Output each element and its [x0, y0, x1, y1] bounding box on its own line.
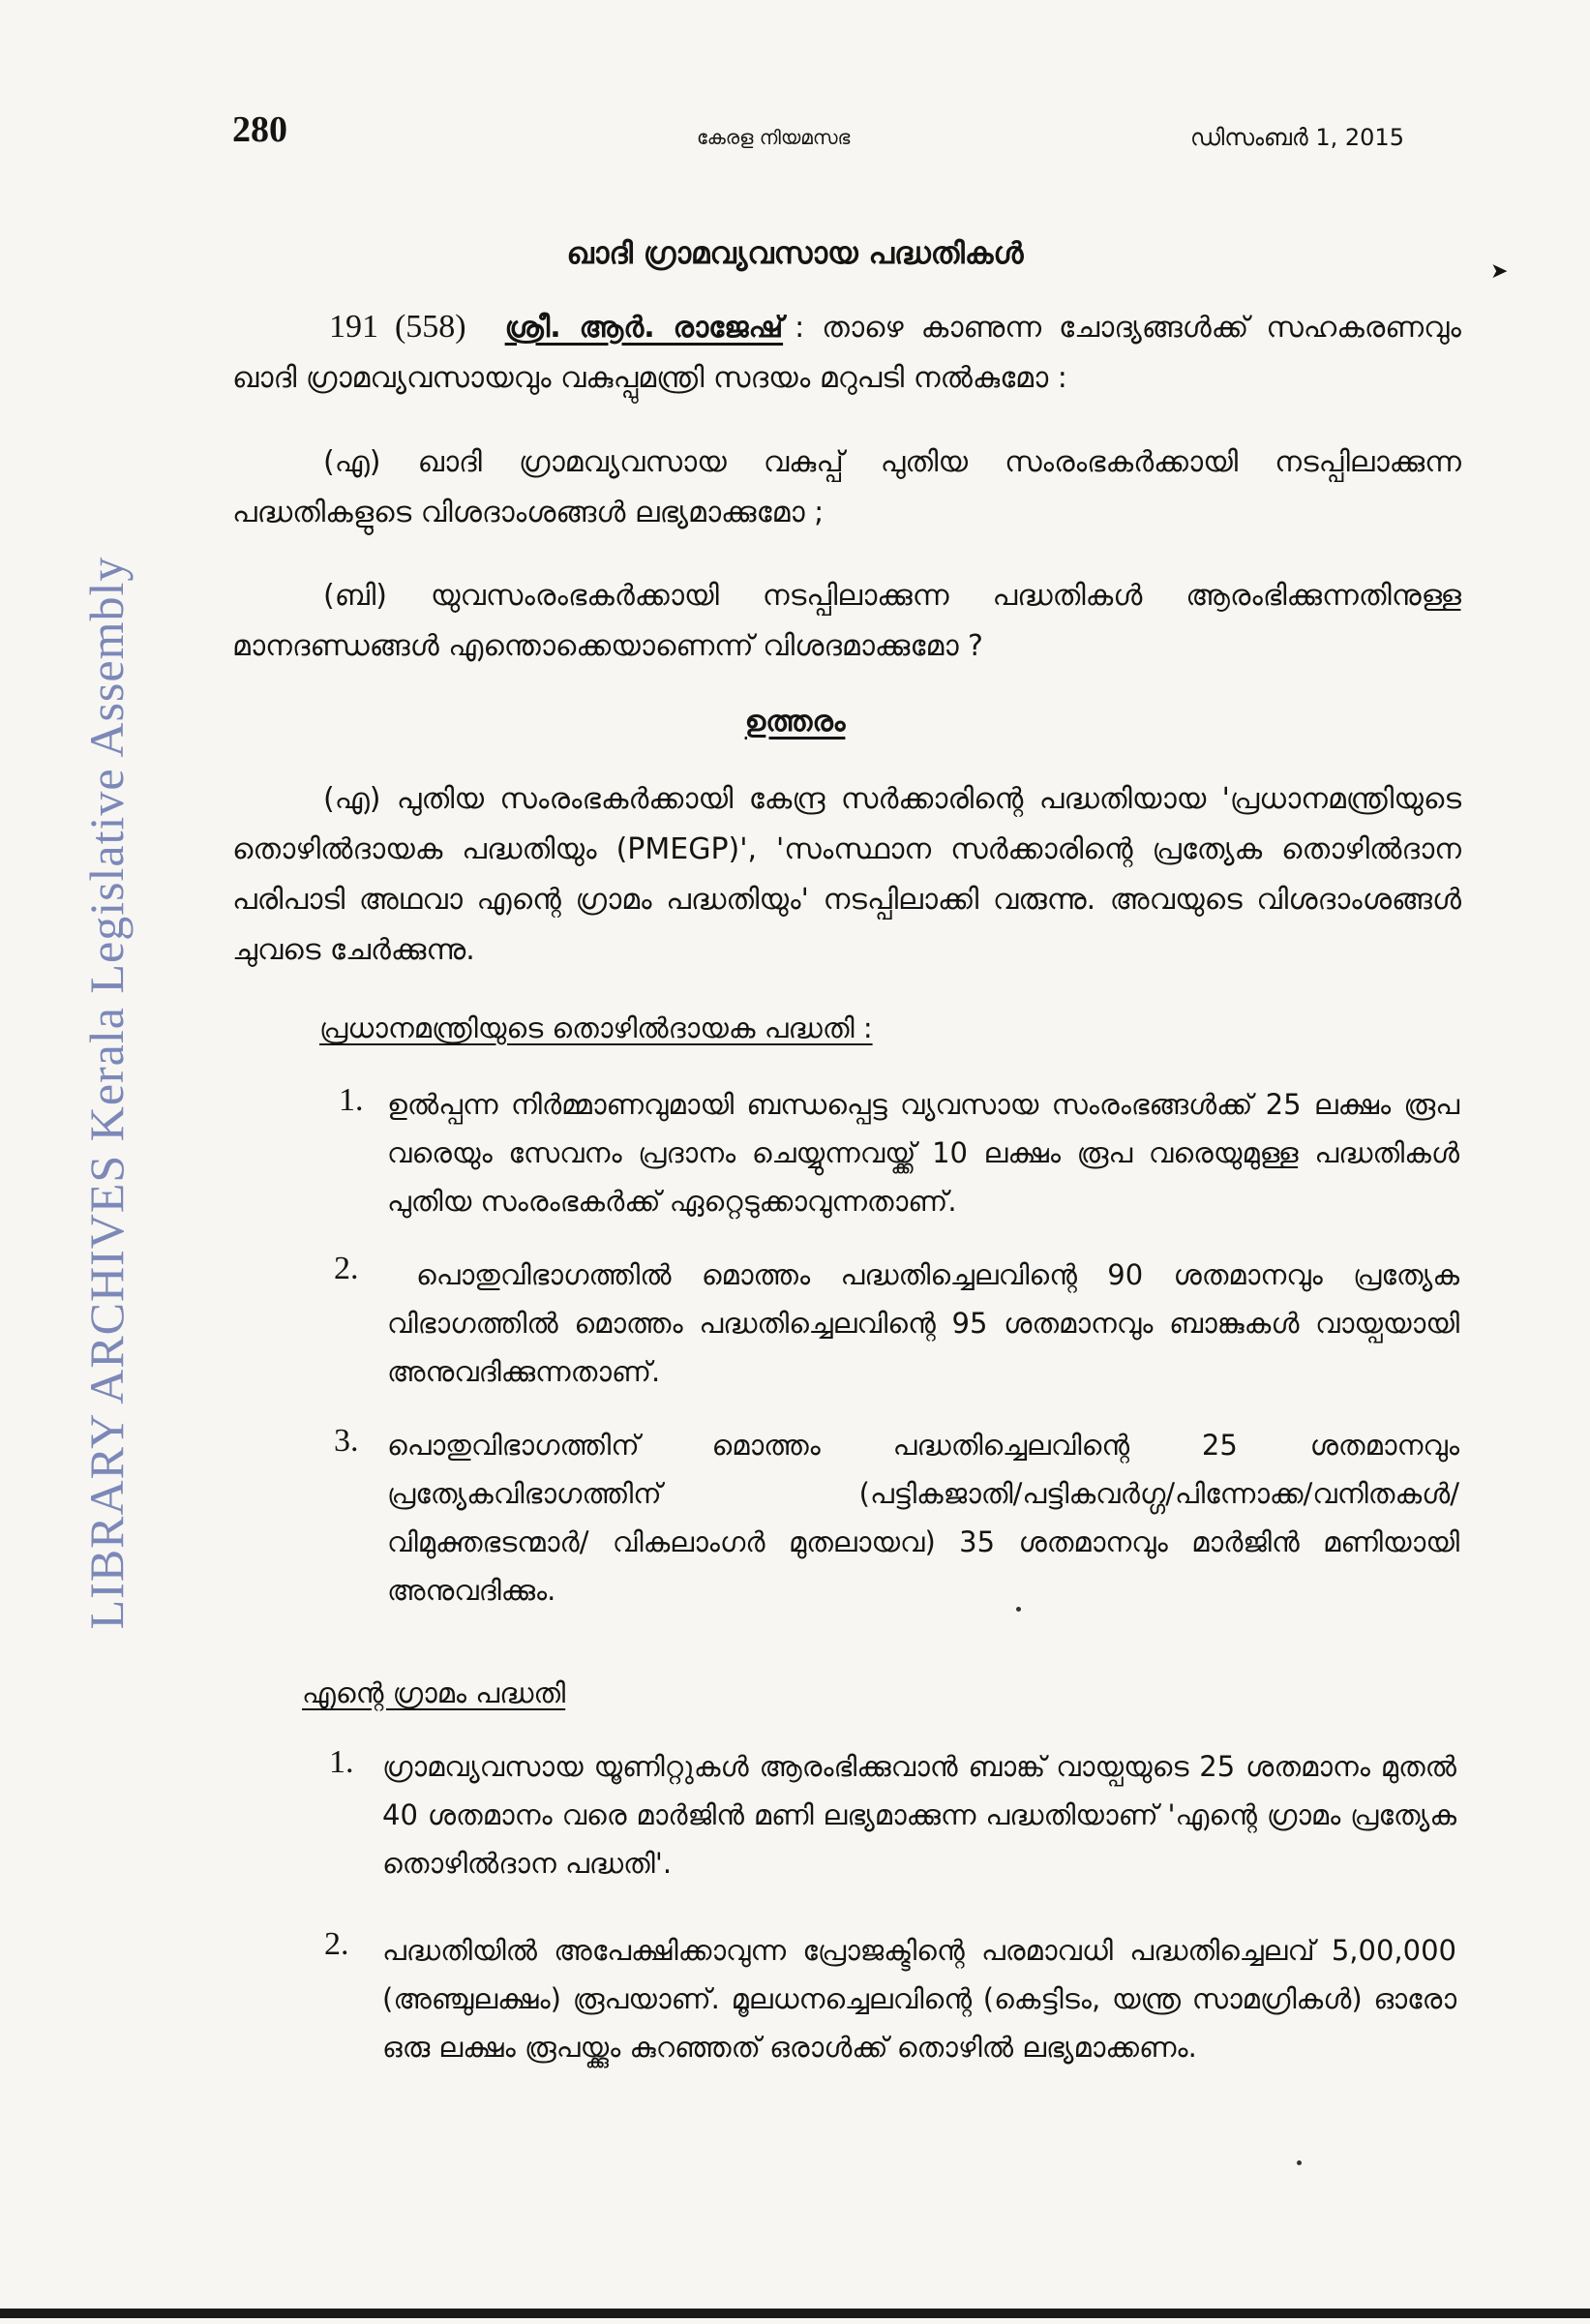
pmegp-item-2: പൊതുവിഭാഗത്തിൽ മൊത്തം പദ്ധതിച്ചെലവിന്റെ 90 ശതമാനവും പ്രത്യേക വിഭാഗത്തിൽ മൊത്തം പദ്ധതിച്ചെലവിന്റെ 95 ശതമാനവും ബാങ്കുകൾ വായ്പയായി അനുവദിക്കുന്നതാണ്.	[387, 1258, 1459, 1388]
section-pmegp-heading: പ്രധാനമന്ത്രിയുടെ തൊഴിൽദായക പദ്ധതി :	[319, 1011, 873, 1044]
page-bottom-rule	[0, 2309, 1590, 2318]
pmegp-item-3: പൊതുവിഭാഗത്തിന് മൊത്തം പദ്ധതിച്ചെലവിന്റെ 25 ശതമാനവും പ്രത്യേകവിഭാഗത്തിന് (പട്ടികജാതി/പട്ടികവർഗ്ഗ/പിന്നോക്ക/വനിതകൾ/ വിമുക്തഭടന്മാർ/ വികലാംഗർ മുതലായവ) 35 ശതമാനവും മാർജിൻ മണിയായി അനുവദിക്കും.	[387, 1429, 1459, 1607]
question-block	[232, 302, 1461, 404]
arrow-mark-icon: ➤	[1490, 259, 1509, 284]
ink-dot	[1016, 1607, 1021, 1612]
pmegp-item-1-number: 1.	[339, 1082, 364, 1118]
publication-date: ഡിസംബർ 1, 2015	[1190, 124, 1404, 151]
publication-name: കേരള നിയമസഭ	[697, 126, 851, 149]
pmegp-item-1: ഉൽപ്പന്ന നിർമ്മാണവുമായി ബന്ധപ്പെട്ട വ്യവസായ സംരംഭങ്ങൾക്ക് 25 ലക്ഷം രൂപ വരെയും സേവനം പ്രദാനം ചെയ്യുന്നവയ്ക്ക് 10 ലക്ഷം രൂപ വരെയുമുള്ള പദ്ധതികൾ പുതിയ സംരംഭകർക്ക് ഏറ്റെടുക്കാവുന്നതാണ്.	[387, 1088, 1459, 1218]
pmegp-item-3-number: 3.	[334, 1423, 359, 1459]
gramam-item-1-number: 1.	[329, 1744, 354, 1780]
pmegp-item-2-number: 2.	[334, 1251, 359, 1286]
answer-heading: ഉത്തരം	[744, 705, 846, 739]
page-title: ഖാദി ഗ്രാമവ്യവസായ പദ്ധതികൾ	[566, 236, 1024, 271]
page-number: 280	[232, 109, 287, 150]
question-number: 191 (558)	[329, 309, 466, 345]
gramam-item-2: പദ്ധതിയിൽ അപേക്ഷിക്കാവുന്ന പ്രോജക്ടിന്റെ പരമാവധി പദ്ധതിച്ചെലവ് 5,00,000 (അഞ്ചുലക്ഷം) രൂപയാണ്. മൂലധനച്ചെലവിന്റെ (കെട്ടിടം, യന്ത്ര സാമഗ്രികൾ) ഓരോ ഒരു ലക്ഷം രൂപയ്ക്കും കുറഞ്ഞത് ഒരാൾക്ക് തൊഴിൽ ലഭ്യമാക്കണം.	[382, 1934, 1456, 2064]
answer-part-a: (എ) പുതിയ സംരംഭകർക്കായി കേന്ദ്ര സർക്കാരിന്റെ പദ്ധതിയായ 'പ്രധാനമന്ത്രിയുടെ തൊഴിൽദായക പദ്ധതിയും (PMEGP)', 'സംസ്ഥാന സർക്കാരിന്റെ പ്രത്യേക തൊഴിൽദാന പരിപാടി അഥവാ എന്റെ ഗ്രാമം പദ്ധതിയും' നടപ്പിലാക്കി വരുന്നു. അവയുടെ വിശദാംശങ്ങൾ ചുവടെ ചേർക്കുന്നു.	[232, 782, 1461, 967]
section-ente-gramam-heading: എന്റെ ഗ്രാമം പദ്ധതി	[302, 1676, 566, 1709]
question-part-b: (ബി) യുവസംരംഭകർക്കായി നടപ്പിലാക്കുന്ന പദ്ധതികൾ ആരംഭിക്കുന്നതിനുള്ള മാനദണ്ഡങ്ങൾ എന്തൊക്കെയാണെന്ന് വിശദമാക്കുമോ ?	[232, 579, 1461, 663]
library-archives-watermark: LIBRARY ARCHIVES Kerala Legislative Assembly	[79, 556, 134, 1630]
ink-dot	[1297, 2160, 1302, 2165]
question-intro: : താഴെ കാണുന്ന ചോദ്യങ്ങൾക്ക് സഹകരണവും ഖാദി ഗ്രാമവ്യവസായവും വകുപ്പുമന്ത്രി സദയം മറുപടി നൽകുമോ :	[232, 311, 1461, 395]
gramam-item-1: ഗ്രാമവ്യവസായ യൂണിറ്റുകൾ ആരംഭിക്കുവാൻ ബാങ്ക് വായ്പയുടെ 25 ശതമാനം മുതൽ 40 ശതമാനം വരെ മാർജിൻ മണി ലഭ്യമാക്കുന്ന പദ്ധതിയാണ് 'എന്റെ ഗ്രാമം പ്രത്യേക തൊഴിൽദാന പദ്ധതി'.	[382, 1750, 1456, 1880]
gramam-item-2-number: 2.	[324, 1926, 349, 1962]
member-name: ശ്രീ. ആർ. രാജേഷ്	[504, 311, 784, 345]
question-part-a: (എ) ഖാദി ഗ്രാമവ്യവസായ വകുപ്പ് പുതിയ സംരംഭകർക്കായി നടപ്പിലാക്കുന്ന പദ്ധതികളുടെ വിശദാംശങ്ങൾ ലഭ്യമാക്കുമോ ;	[232, 445, 1461, 529]
